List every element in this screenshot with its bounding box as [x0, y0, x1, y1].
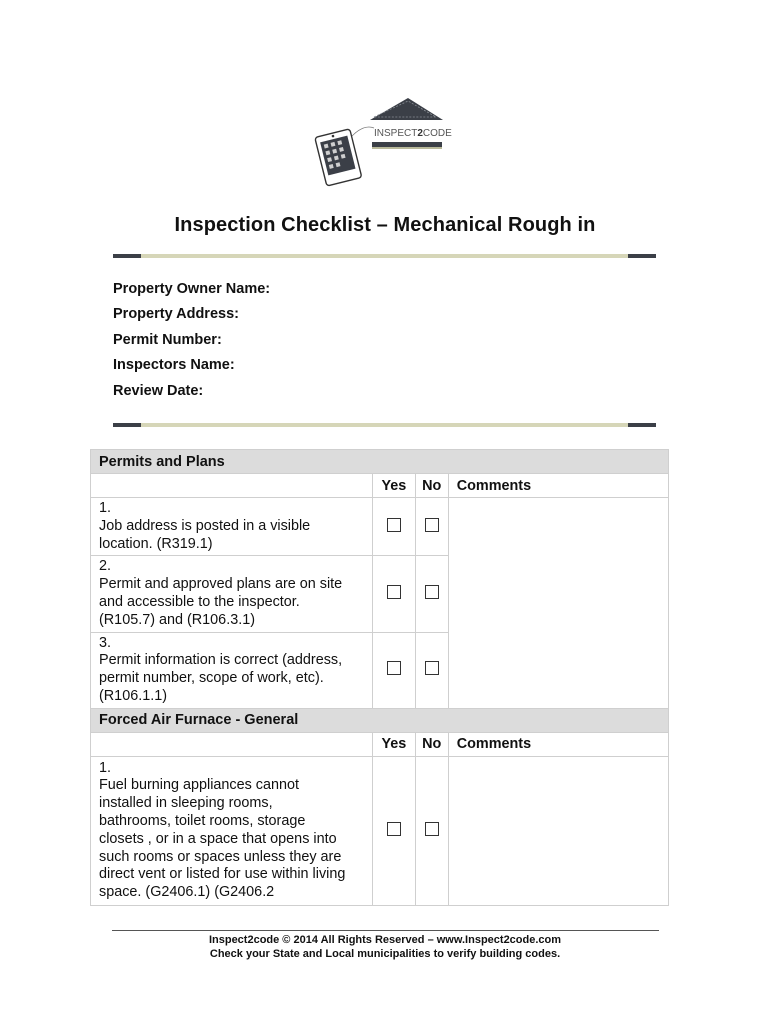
- yes-cell: [372, 498, 415, 556]
- section-title: Permits and Plans: [91, 450, 669, 474]
- yes-checkbox[interactable]: [387, 661, 401, 675]
- question-cell: [91, 556, 373, 632]
- section-title: Forced Air Furnace - General: [91, 708, 669, 732]
- yes-cell: [372, 556, 415, 632]
- column-header-row: [91, 732, 669, 756]
- comments-cell[interactable]: [448, 498, 668, 709]
- footer-divider: [112, 930, 659, 931]
- question-cell: [91, 756, 373, 905]
- item-number: 1.: [99, 759, 112, 776]
- checklist-table: [90, 449, 669, 906]
- divider-top: [113, 254, 656, 258]
- page-title: Inspection Checklist – Mechanical Rough in: [174, 214, 596, 236]
- question-cell: [91, 498, 373, 556]
- no-cell: [415, 498, 448, 556]
- no-header: No: [415, 732, 448, 756]
- yes-header: Yes: [372, 732, 415, 756]
- yes-cell: [372, 632, 415, 708]
- item-number: 1.: [99, 500, 112, 516]
- comments-header: Comments: [448, 732, 668, 756]
- no-checkbox[interactable]: [425, 822, 439, 836]
- yes-header: Yes: [372, 474, 415, 498]
- item-text: Fuel burning appliances cannot installed in sleeping rooms, bathrooms, toilet rooms, storage closets , or in a space that opens into such rooms or spaces unless they are direct vent or listed for use within living space. (G2406.1) (G2406.2: [99, 777, 346, 901]
- inspectors-name-label: Inspectors Name:: [113, 357, 235, 374]
- divider-bottom: [113, 423, 656, 427]
- no-cell: [415, 756, 448, 905]
- section-header-forced-air-furnace: [91, 708, 669, 732]
- no-cell: [415, 556, 448, 632]
- no-checkbox[interactable]: [425, 661, 439, 675]
- comments-header: Comments: [448, 474, 668, 498]
- checklist-row: [91, 498, 669, 556]
- no-header: No: [415, 474, 448, 498]
- item-number: 3.: [99, 634, 112, 651]
- item-text: Permit and approved plans are on site and accessible to the inspector. (R105.7) and (R106.3.1): [99, 576, 343, 628]
- yes-checkbox[interactable]: [387, 585, 401, 599]
- section-header-permits: [91, 450, 669, 474]
- permit-number-label: Permit Number:: [113, 331, 222, 348]
- question-cell: [91, 632, 373, 708]
- no-checkbox[interactable]: [425, 585, 439, 599]
- yes-checkbox[interactable]: [387, 518, 401, 532]
- no-checkbox[interactable]: [425, 518, 439, 532]
- property-address-label: Property Address:: [113, 306, 239, 323]
- svg-text:INSPECT2CODE: INSPECT2CODE: [374, 128, 452, 139]
- inspect2code-logo: [312, 96, 462, 188]
- item-number: 2.: [99, 558, 112, 575]
- comments-cell[interactable]: [448, 756, 668, 905]
- question-header: [91, 474, 373, 498]
- item-text: Job address is posted in a visible location. (R319.1): [99, 517, 311, 552]
- yes-checkbox[interactable]: [387, 822, 401, 836]
- review-date-label: Review Date:: [113, 382, 204, 399]
- property-owner-name-label: Property Owner Name:: [113, 281, 271, 297]
- item-text: Permit information is correct (address, permit number, scope of work, etc). (R106.1.1): [99, 652, 343, 704]
- question-header: [91, 732, 373, 756]
- checklist-row: [91, 756, 669, 905]
- footer-copyright: Inspect2code © 2014 All Rights Reserved – www.Inspect2code.com: [208, 934, 562, 946]
- property-info-fields: [113, 280, 270, 407]
- column-header-row: [91, 474, 669, 498]
- yes-cell: [372, 756, 415, 905]
- footer-disclaimer: Check your State and Local municipalities to verify building codes.: [209, 948, 561, 960]
- no-cell: [415, 632, 448, 708]
